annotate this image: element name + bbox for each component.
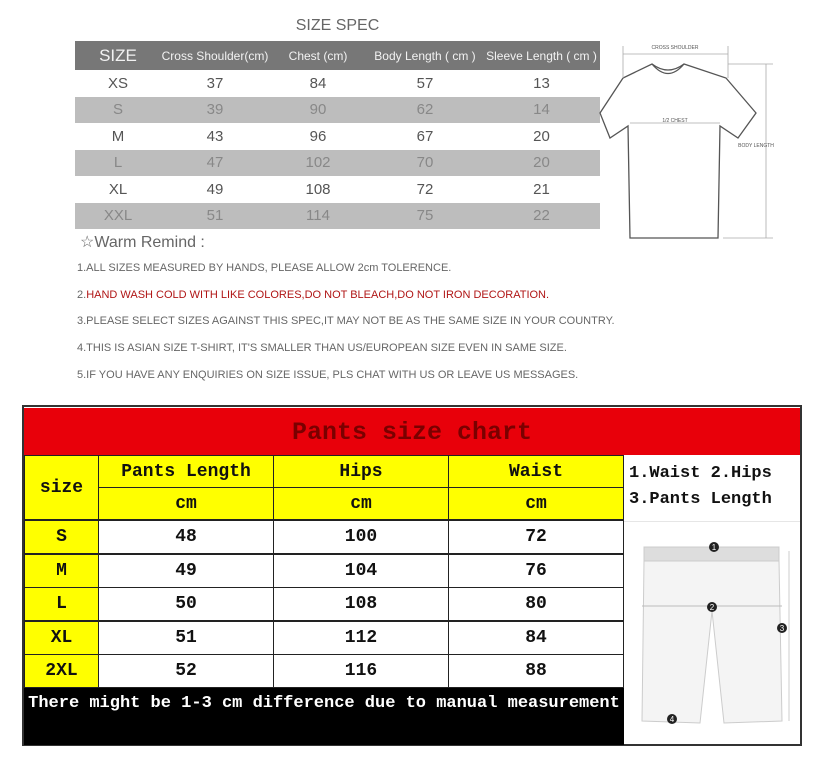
table-cell: 43 bbox=[206, 127, 224, 145]
header-size: SIZE bbox=[75, 41, 161, 70]
note-2-text: HAND WASH COLD WITH LIKE COLORES,DO NOT BLEACH,DO NOT IRON DECORATION. bbox=[86, 289, 550, 301]
header-waist: Waist bbox=[448, 455, 624, 488]
table-cell: 14 bbox=[483, 97, 600, 124]
note-2-number: 2. bbox=[77, 289, 87, 301]
table-cell: 13 bbox=[533, 74, 550, 92]
marker-1: 1 bbox=[711, 543, 717, 552]
header-size: size bbox=[24, 455, 99, 520]
table-row bbox=[75, 176, 600, 203]
table-cell: 37 bbox=[206, 74, 224, 92]
table-cell: 76 bbox=[448, 554, 624, 588]
note-4: 4.THIS IS ASIAN SIZE T-SHIRT, IT'S SMALLER THAN US/EUROPEAN SIZE EVEN IN SAME SIZE. bbox=[77, 342, 567, 354]
table-cell: 108 bbox=[273, 587, 449, 621]
header-pants-length: Pants Length bbox=[98, 455, 274, 488]
table-cell: XS bbox=[107, 74, 128, 92]
table-cell: 108 bbox=[305, 180, 331, 198]
marker-4: 4 bbox=[669, 715, 675, 724]
table-cell: 51 bbox=[161, 203, 269, 230]
table-cell: S bbox=[75, 97, 161, 124]
table-cell: XXL bbox=[75, 203, 161, 230]
note-5: 5.IF YOU HAVE ANY ENQUIRIES ON SIZE ISSUE, PLS CHAT WITH US OR LEAVE US MESSAGES. bbox=[77, 369, 579, 381]
unit-waist: cm bbox=[448, 487, 624, 520]
table-row bbox=[75, 150, 600, 177]
table-cell: 50 bbox=[98, 587, 274, 621]
table-cell: 114 bbox=[269, 203, 367, 230]
measurement-footnote: There might be 1-3 cm difference due to manual measurement bbox=[24, 688, 624, 745]
table-cell: 96 bbox=[309, 127, 327, 145]
warm-remind-title: ☆Warm Remind : bbox=[80, 234, 205, 251]
table-cell: 49 bbox=[206, 180, 224, 198]
table-row bbox=[75, 123, 600, 150]
table-cell: 20 bbox=[533, 127, 550, 145]
table-cell: 39 bbox=[161, 97, 269, 124]
row-size-label: 2XL bbox=[24, 654, 99, 688]
header-hips: Hips bbox=[273, 455, 449, 488]
tshirt-diagram bbox=[598, 38, 808, 243]
row-size-label: XL bbox=[24, 621, 99, 655]
note-2 bbox=[77, 289, 549, 301]
table-cell: 104 bbox=[273, 554, 449, 588]
marker-2: 2 bbox=[709, 603, 715, 612]
table-row bbox=[75, 70, 600, 97]
table-cell: 80 bbox=[448, 587, 624, 621]
header-body-length: Body Length ( cm ) bbox=[367, 41, 483, 70]
row-size-label: M bbox=[24, 554, 99, 588]
table-cell: 75 bbox=[367, 203, 483, 230]
table-cell: 47 bbox=[161, 150, 269, 177]
table-cell: 116 bbox=[273, 654, 449, 688]
table-cell: 62 bbox=[367, 97, 483, 124]
legend-line-1: 1.Waist 2.Hips bbox=[629, 464, 772, 483]
table-cell: 72 bbox=[416, 180, 434, 198]
table-cell: 20 bbox=[483, 150, 600, 177]
shorts-diagram bbox=[624, 521, 800, 745]
table-row bbox=[75, 97, 600, 124]
table-row bbox=[75, 203, 600, 230]
note-1: 1.ALL SIZES MEASURED BY HANDS, PLEASE ALLOW 2cm TOLERENCE. bbox=[77, 262, 452, 274]
label-half-chest: 1/2 CHEST bbox=[662, 118, 688, 124]
size-spec-title: SIZE SPEC bbox=[295, 17, 380, 34]
table-cell: M bbox=[111, 127, 125, 145]
table-cell: 90 bbox=[269, 97, 367, 124]
label-cross-shoulder: CROSS SHOULDER bbox=[651, 45, 699, 51]
table-cell: L bbox=[75, 150, 161, 177]
unit-hips: cm bbox=[273, 487, 449, 520]
table-cell: 67 bbox=[416, 127, 434, 145]
shirt-size-table bbox=[75, 41, 600, 229]
table-cell: 70 bbox=[367, 150, 483, 177]
table-cell: 22 bbox=[483, 203, 600, 230]
note-3: 3.PLEASE SELECT SIZES AGAINST THIS SPEC,IT MAY NOT BE AS THE SAME SIZE IN YOUR COUNTRY. bbox=[77, 315, 615, 327]
table-cell: 102 bbox=[269, 150, 367, 177]
table-cell: 84 bbox=[309, 74, 327, 92]
pants-chart-title: Pants size chart bbox=[24, 408, 800, 455]
table-cell: 51 bbox=[98, 621, 274, 655]
unit-pants-length: cm bbox=[98, 487, 274, 520]
row-size-label: L bbox=[24, 587, 99, 621]
table-cell: XL bbox=[108, 180, 128, 198]
header-sleeve-length: Sleeve Length ( cm ) bbox=[483, 41, 600, 70]
table-cell: 84 bbox=[448, 621, 624, 655]
table-cell: 72 bbox=[448, 520, 624, 554]
row-size-label: S bbox=[24, 520, 99, 554]
table-cell: 21 bbox=[533, 180, 550, 198]
header-chest: Chest (cm) bbox=[269, 41, 367, 70]
table-cell: 88 bbox=[448, 654, 624, 688]
table-cell: 57 bbox=[416, 74, 434, 92]
legend-line-2: 3.Pants Length bbox=[629, 490, 772, 509]
measurement-legend bbox=[624, 455, 800, 520]
table-header-row bbox=[75, 41, 600, 70]
table-cell: 48 bbox=[98, 520, 274, 554]
table-cell: 112 bbox=[273, 621, 449, 655]
label-body-length: BODY LENGTH bbox=[738, 143, 774, 149]
table-cell: 100 bbox=[273, 520, 449, 554]
marker-3: 3 bbox=[779, 624, 785, 633]
table-cell: 49 bbox=[98, 554, 274, 588]
header-cross-shoulder: Cross Shoulder(cm) bbox=[161, 41, 269, 70]
table-cell: 52 bbox=[98, 654, 274, 688]
